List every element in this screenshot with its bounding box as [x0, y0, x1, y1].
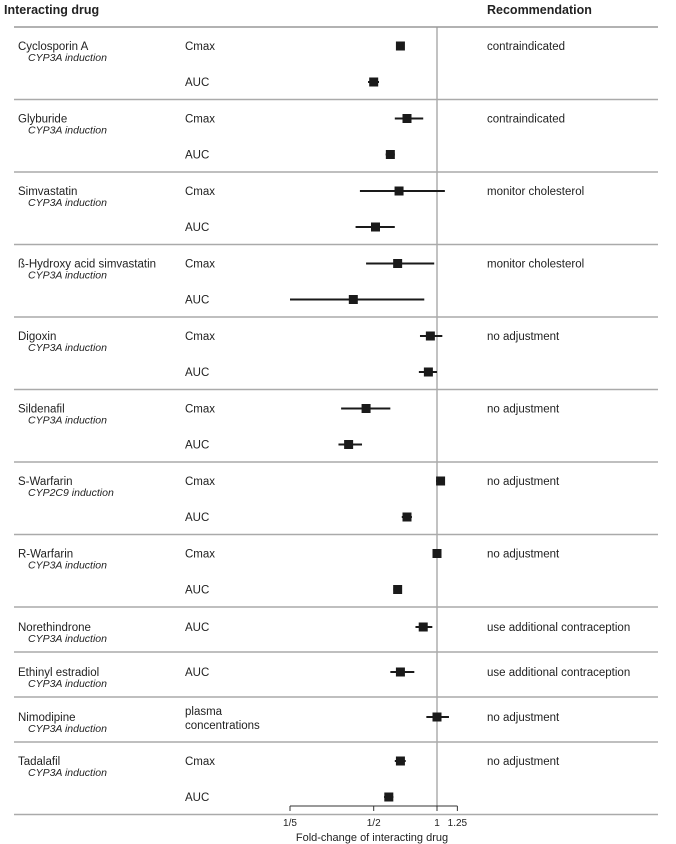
- drug-mechanism: CYP3A induction: [28, 678, 107, 690]
- recommendation-text: use additional contraception: [487, 667, 631, 679]
- recommendation-text: no adjustment: [487, 403, 560, 416]
- recommendation-text: use additional contraception: [487, 622, 631, 634]
- point-estimate: [369, 78, 378, 87]
- parameter-label: Cmax: [185, 258, 216, 271]
- drug-name: Ethinyl estradiol: [18, 667, 100, 679]
- point-estimate: [419, 623, 428, 632]
- drug-name: Cyclosporin A: [18, 41, 89, 53]
- recommendation-text: no adjustment: [487, 548, 560, 561]
- point-estimate: [395, 187, 404, 196]
- drug-group: [18, 404, 560, 452]
- point-estimate: [433, 713, 442, 722]
- drug-group: [18, 706, 560, 735]
- parameter-label: plasma concentrations: [185, 706, 260, 732]
- drug-group: [18, 331, 560, 379]
- point-estimate: [402, 513, 411, 522]
- parameter-label: AUC: [185, 439, 210, 452]
- rows-layer: [14, 27, 658, 815]
- parameter-label: Cmax: [185, 113, 216, 126]
- parameter-label: AUC: [185, 512, 210, 524]
- drug-name: Digoxin: [18, 331, 57, 343]
- parameter-label: Cmax: [185, 403, 216, 416]
- drug-group: [18, 259, 584, 307]
- point-estimate: [393, 585, 402, 594]
- parameter-label: AUC: [185, 367, 210, 379]
- drug-group: [18, 549, 560, 597]
- recommendation-text: no adjustment: [487, 476, 560, 488]
- point-estimate: [344, 440, 353, 449]
- point-estimate: [426, 332, 435, 341]
- drug-mechanism: CYP3A induction: [28, 52, 107, 64]
- parameter-label: Cmax: [185, 548, 216, 561]
- drug-name: ß-Hydroxy acid simvastatin: [18, 258, 157, 271]
- drug-mechanism: CYP3A induction: [28, 342, 107, 354]
- drug-mechanism: CYP2C9 induction: [28, 487, 114, 499]
- point-estimate: [371, 223, 380, 232]
- point-estimate: [396, 42, 405, 51]
- parameter-label: Cmax: [185, 756, 216, 768]
- point-estimate: [362, 404, 371, 413]
- parameter-label: Cmax: [185, 331, 216, 343]
- parameter-label: Cmax: [185, 41, 216, 53]
- recommendation-text: monitor cholesterol: [487, 186, 585, 198]
- parameter-label: AUC: [185, 77, 210, 89]
- point-estimate: [433, 549, 442, 558]
- drug-mechanism: CYP3A induction: [28, 633, 107, 645]
- parameter-label: AUC: [185, 792, 210, 804]
- header-interacting-drug: Interacting drug: [4, 3, 100, 17]
- drug-name: R-Warfarin: [18, 548, 74, 561]
- drug-mechanism: CYP3A induction: [28, 414, 107, 427]
- point-estimate: [402, 114, 411, 123]
- point-estimate: [349, 295, 358, 304]
- drug-name: Nimodipine: [18, 712, 76, 724]
- parameter-label: AUC: [185, 622, 210, 634]
- drug-mechanism: CYP3A induction: [28, 723, 107, 735]
- drug-group: [18, 667, 630, 690]
- drug-mechanism: CYP3A induction: [28, 124, 107, 137]
- parameter-label: AUC: [185, 294, 210, 307]
- x-tick-label: 1/2: [366, 818, 381, 829]
- point-estimate: [396, 668, 405, 677]
- drug-name: Tadalafil: [18, 756, 61, 768]
- drug-group: [18, 114, 565, 162]
- drug-name: Norethindrone: [18, 622, 91, 634]
- point-estimate: [386, 150, 395, 159]
- header-recommendation: Recommendation: [487, 3, 592, 17]
- drug-group: [18, 186, 584, 234]
- point-estimate: [393, 259, 402, 268]
- drug-group: [18, 41, 565, 89]
- x-tick-label: 1: [434, 818, 440, 829]
- parameter-label: AUC: [185, 584, 210, 597]
- recommendation-text: contraindicated: [487, 113, 565, 126]
- drug-mechanism: CYP3A induction: [28, 767, 107, 779]
- x-axis-ticks: [283, 806, 468, 829]
- drug-name: S-Warfarin: [18, 476, 73, 488]
- drug-group: [18, 622, 630, 645]
- drug-name: Simvastatin: [18, 186, 78, 198]
- point-estimate: [384, 793, 393, 802]
- parameter-label: Cmax: [185, 186, 216, 198]
- recommendation-text: no adjustment: [487, 712, 560, 724]
- parameter-label: AUC: [185, 667, 210, 679]
- recommendation-text: no adjustment: [487, 331, 560, 343]
- parameter-label: AUC: [185, 149, 210, 162]
- drug-mechanism: CYP3A induction: [28, 269, 107, 282]
- x-axis-label: Fold-change of interacting drug: [295, 832, 449, 844]
- drug-name: Sildenafil: [18, 403, 65, 416]
- drug-mechanism: CYP3A induction: [28, 197, 107, 209]
- point-estimate: [424, 368, 433, 377]
- x-tick-label: 1/5: [283, 818, 297, 829]
- recommendation-text: no adjustment: [487, 756, 560, 768]
- drug-group: [18, 756, 560, 804]
- parameter-label: AUC: [185, 222, 210, 234]
- point-estimate: [396, 757, 405, 766]
- parameter-label: Cmax: [185, 476, 216, 488]
- recommendation-text: contraindicated: [487, 41, 565, 53]
- recommendation-text: monitor cholesterol: [487, 258, 585, 271]
- drug-group: [18, 476, 560, 524]
- x-tick-label: 1.25: [447, 818, 468, 829]
- point-estimate: [436, 477, 445, 486]
- drug-name: Glyburide: [18, 113, 68, 126]
- drug-mechanism: CYP3A induction: [28, 559, 107, 572]
